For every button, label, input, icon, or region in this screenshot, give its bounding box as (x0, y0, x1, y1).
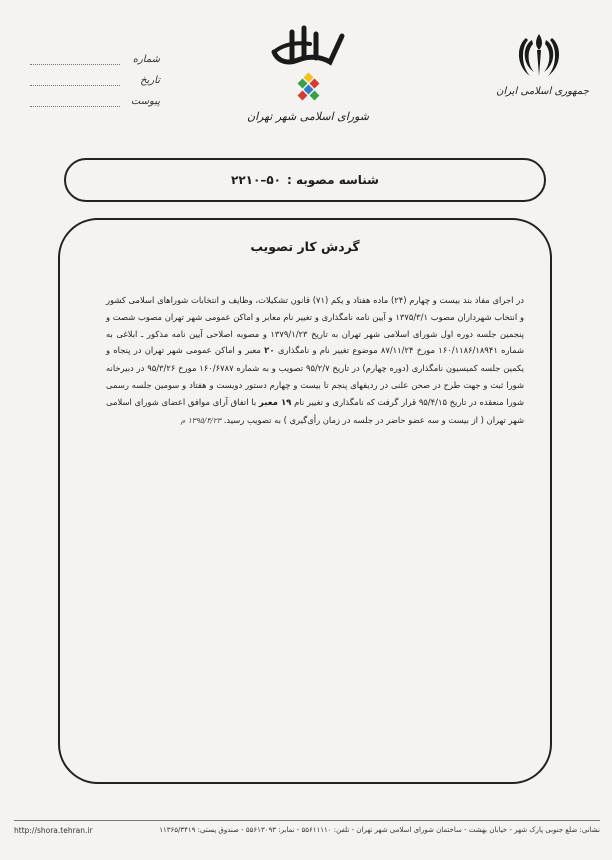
tehran-council-logo-icon (268, 22, 348, 106)
council-name: شورای اسلامی شهر تهران (247, 110, 369, 123)
footer-address: نشانی: ضلع جنوبی پارک شهر - خیابان بهشت - ساختمان شورای اسلامی شهر تهران - تلفن: ۵۵۶۱۱۱۱۰ - نمابر: ۵۵۶۱۳۰۹۳ - صندوق پستی: ۱۱۳۶۵/۳۴۱۹ (159, 826, 600, 834)
number-label: شماره (132, 54, 160, 65)
date-line (30, 73, 120, 86)
resolution-paragraph (106, 292, 524, 429)
paragraph-part-3: با اتفاق آرای موافق اعضای شورای اسلامی شهر تهران ( از بیست و سه عضو حاضر در جلسه در زمان رأی‌گیری ) به تصویب رسید. (106, 396, 524, 425)
paragraph-part-2: معبر و اماکن عمومی شهر تهران در پنجاه و یکمین جلسه کمیسیون نامگذاری (دوره چهارم) در تاریخ ۹۵/۲/۷ تصویب و به شماره ۱۶۰/۶۷۸۷ مورخ ۹۵/۳/۲۶ در دبیرخانه شورا ثبت و جهت طرح در صحن علنی در ردیفهای پنجم تا بیست و چهارم دستور دویست و هفتاد و سومین جلسه رسمی شورا منعقده در تاریخ ۹۵/۴/۱۵ قرار گرفت که نامگذاری و تغییر نام (106, 345, 525, 407)
bold-count-19: ۱۹ معبر (258, 397, 292, 408)
ref-row-number (30, 44, 160, 65)
date-label: تاریخ (140, 75, 160, 86)
attachment-label: پیوست (130, 96, 160, 107)
ref-row-attachment (30, 86, 160, 107)
handwritten-date: ۱۳۹۵/۴/۲۳ م (180, 415, 221, 425)
reference-fields (30, 44, 160, 107)
resolution-id-box (64, 158, 546, 202)
document-title: گردش کار تصویب (250, 239, 360, 254)
resolution-id-label: شناسه مصوبه : (286, 173, 379, 187)
bold-count-20: ۲۰ (264, 346, 275, 357)
resolution-id-value: ۵۰–۲۲۱۰ (231, 173, 281, 187)
paragraph-part-1: در اجرای مفاد بند بیست و چهارم (۲۴) ماده هفتاد و یکم (۷۱) قانون تشکیلات، وظایف و انتخابات شوراهای اسلامی کشور و انتخاب شهرداران مصوب ۱۳۷۵/۳/۱ و آیین نامه نامگذاری و تغییر نام معابر و اماکن عمومی شهر تهران مصوب شصت و پنجمین جلسه دوره اول شورای اسلامی شهر تهران به تاریخ ۱۳۷۹/۱/۲۳ و مصوبه اصلاحی آیین نامه مذکور ـ ابلاغی به شماره ۱۶۰/۱۱۸۶/۱۸۹۴۱ مورخ ۸۷/۱۱/۲۴ موضوع تغییر نام و نامگذاری (106, 295, 525, 356)
iran-emblem-icon (514, 30, 564, 82)
country-name: جمهوری اسلامی ایران (496, 86, 589, 97)
footer (14, 820, 600, 839)
number-line (30, 52, 120, 65)
ref-row-date (30, 65, 160, 86)
footer-url-link[interactable]: http://shora.tehran.ir (14, 825, 93, 835)
attachment-line (30, 94, 120, 107)
